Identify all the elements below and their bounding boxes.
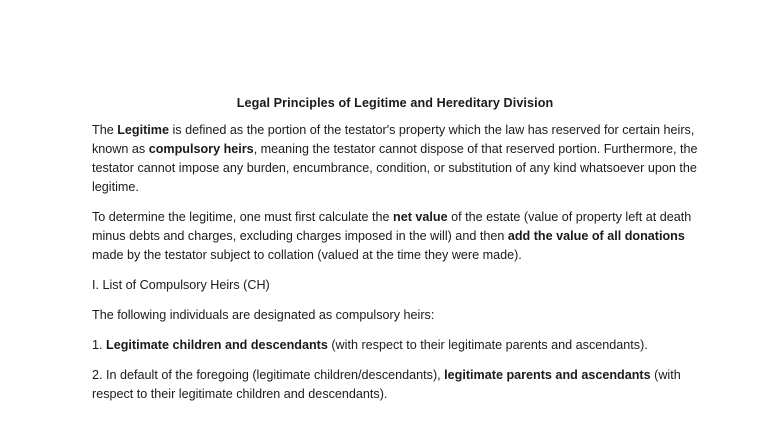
term-add-donations: add the value of all donations	[507, 229, 685, 243]
text-run: is defined as the portion of the testator's property which the law has reserved for certain heirs, known as	[92, 123, 695, 156]
section-heading: I. List of Compulsory Heirs (CH)	[92, 278, 270, 292]
paragraph-legitime-calculation	[92, 208, 698, 265]
text-run: , meaning the testator cannot dispose of that reserved portion. Furthermore, the testator cannot impose any burden, encumbrance, condition, or substitution of any kind whatsoever upon the legitime.	[92, 142, 698, 194]
term-compulsory-heirs: compulsory heirs	[148, 142, 254, 156]
term-legitimate-children: Legitimate children and descendants	[106, 338, 328, 352]
term-legitime: Legitime	[117, 123, 169, 137]
document-body	[92, 94, 698, 415]
text-run: The	[92, 123, 118, 137]
list-item	[92, 366, 698, 404]
text-run: of the estate (value of property left at death minus debts and charges, excluding charges imposed in the will) and then	[92, 210, 692, 243]
text-run: (with respect to their legitimate children and descendants).	[92, 368, 681, 401]
paragraph-legitime-definition	[92, 121, 698, 197]
list-item	[92, 336, 698, 355]
text-run: In default of the foregoing (legitimate children/descendants),	[106, 368, 445, 382]
text-run: (with respect to their legitimate parents and ascendants).	[327, 338, 648, 352]
term-legitimate-parents: legitimate parents and ascendants	[444, 368, 651, 382]
term-net-value: net value	[393, 210, 448, 224]
list-number: 1.	[92, 338, 107, 352]
list-intro: The following individuals are designated as compulsory heirs:	[92, 308, 435, 322]
text-run: To determine the legitime, one must first calculate the	[92, 210, 393, 224]
list-number: 2.	[92, 368, 107, 382]
document-title: Legal Principles of Legitime and Hereditary Division	[236, 96, 554, 110]
text-run: made by the testator subject to collation (valued at the time they were made).	[92, 248, 522, 262]
